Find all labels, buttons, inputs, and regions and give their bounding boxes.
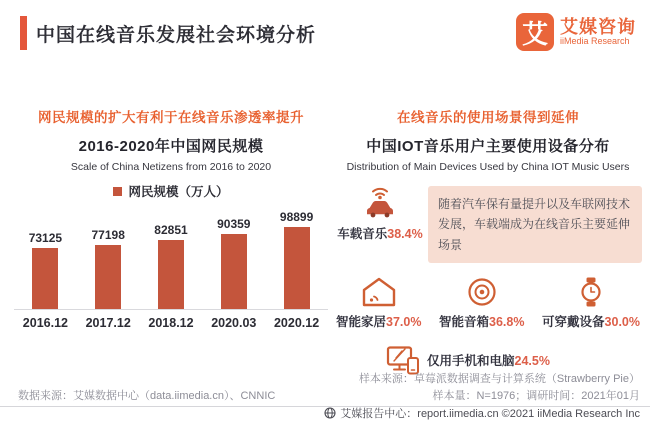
bar-chart-columns <box>14 208 328 310</box>
iimedia-logo-icon: 艾 <box>516 13 554 51</box>
device-label: 可穿戴设备 <box>542 315 605 330</box>
bar <box>32 248 58 309</box>
device-label: 车载音乐 <box>337 227 388 241</box>
page-title: 中国在线音乐发展社会环境分析 <box>36 24 317 46</box>
bar-value-label: 77198 <box>91 228 125 242</box>
device-label: 仅用手机和电脑 <box>427 354 515 369</box>
x-axis-label: 2020.03 <box>211 316 257 330</box>
bar-value-label: 98899 <box>279 210 314 224</box>
sample-source-note: 样本来源：草莓派数据调查与计算系统（Strawberry Pie） <box>358 373 640 385</box>
smart-speaker-icon <box>466 276 498 308</box>
device-row-middle <box>334 276 642 330</box>
legend-label: 网民规模（万人） <box>128 185 229 199</box>
device-wearable <box>542 276 640 330</box>
device-caption <box>337 224 422 242</box>
chart-legend <box>14 182 328 200</box>
smart-home-icon <box>361 276 397 308</box>
device-smart-home <box>336 276 421 330</box>
logo-text <box>560 18 636 46</box>
device-value: 24.5% <box>514 354 550 369</box>
header <box>20 16 316 50</box>
x-axis-label: 2018.12 <box>148 316 194 330</box>
logo-name-en: iiMedia Research <box>560 35 630 46</box>
chart-title: 2016-2020年中国网民规模 <box>78 138 264 155</box>
globe-icon <box>324 407 336 419</box>
data-source-note: 数据来源：艾媒数据中心（data.iimedia.cn）、CNNIC <box>18 390 276 402</box>
bar-column <box>14 231 77 309</box>
iot-devices-panel <box>334 106 642 375</box>
bar-column <box>202 217 265 309</box>
bar <box>221 234 247 309</box>
bar-column <box>140 223 203 309</box>
iimedia-logo <box>516 13 636 51</box>
bar-value-label: 73125 <box>28 231 63 245</box>
netizen-bar-chart <box>14 208 328 330</box>
report-center-text: 艾媒报告中心：report.iimedia.cn ©2021 iiMedia Research Inc <box>340 408 640 420</box>
x-axis-label: 2016.12 <box>22 316 68 330</box>
device-value: 36.8% <box>489 315 525 330</box>
netizen-scale-panel <box>14 106 328 330</box>
logo-name-cn: 艾媒咨询 <box>560 16 636 37</box>
device-car-music <box>334 186 426 242</box>
device-row-car <box>334 186 642 263</box>
car-music-callout: 随着汽车保有量提升以及车联网技术发展，车载端成为在线音乐主要延伸场景 <box>428 186 642 263</box>
right-panel-headline: 在线音乐的使用场景得到延伸 <box>397 110 579 125</box>
bar <box>158 240 184 309</box>
devices-subtitle-en: Distribution of Main Devices Used by China IOT Music Users <box>346 161 630 173</box>
car-music-icon <box>358 186 402 220</box>
bar <box>284 227 310 309</box>
left-panel-headline: 网民规模的扩大有利于在线音乐渗透率提升 <box>38 110 304 125</box>
device-caption <box>427 351 550 369</box>
source-row <box>18 387 640 403</box>
legend-swatch <box>113 187 122 196</box>
device-value: 38.4% <box>387 227 423 241</box>
chart-subtitle-en: Scale of China Netizens from 2016 to 2020 <box>70 161 272 173</box>
x-axis-label: 2017.12 <box>85 316 131 330</box>
device-caption <box>542 312 640 330</box>
device-value: 37.0% <box>386 315 422 330</box>
wearable-watch-icon <box>577 276 605 308</box>
bar-column <box>265 210 328 309</box>
device-label: 智能音箱 <box>439 315 490 330</box>
device-value: 30.0% <box>604 315 640 330</box>
x-axis-label: 2020.12 <box>273 316 320 330</box>
bar-chart-labels <box>14 316 328 330</box>
title-accent-bar <box>20 16 27 50</box>
devices-title: 中国IOT音乐用户主要使用设备分布 <box>366 138 610 155</box>
bar-column <box>77 228 140 309</box>
bar-value-label: 90359 <box>217 217 251 231</box>
device-caption <box>336 312 421 330</box>
sample-info-note: 样本量：N=1976；调研时间：2021年01月 <box>432 390 640 402</box>
report-center-row <box>324 405 640 421</box>
device-label: 智能家居 <box>336 315 387 330</box>
bar-value-label: 82851 <box>154 223 188 237</box>
bar <box>95 245 121 309</box>
device-smart-speaker <box>439 276 524 330</box>
device-caption <box>439 312 524 330</box>
